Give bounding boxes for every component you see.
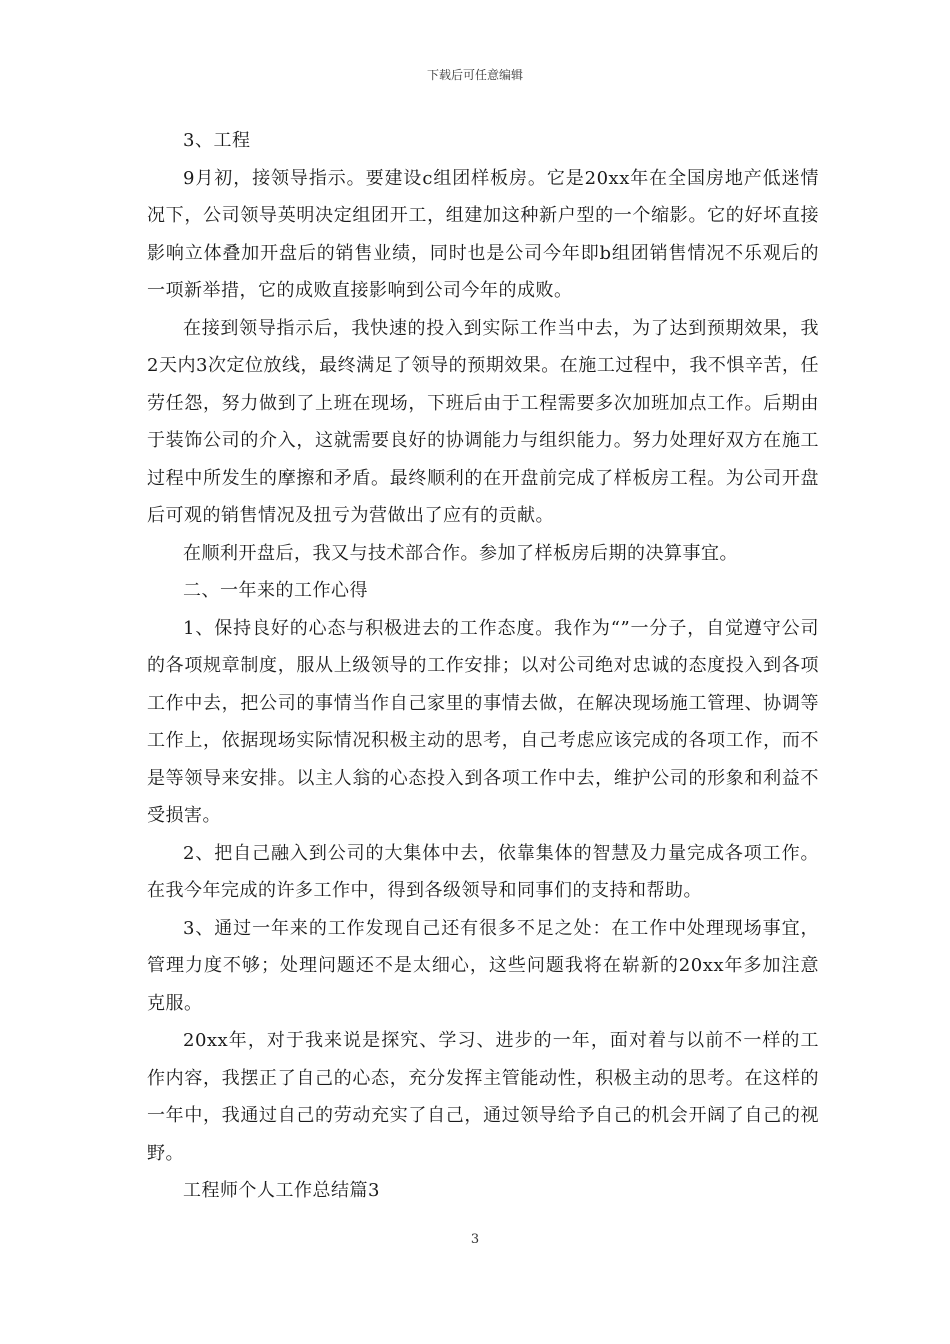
next-article-title: 工程师个人工作总结篇3 bbox=[183, 1180, 380, 1201]
page-header: 下载后可任意编辑 bbox=[426, 68, 523, 82]
paragraph-construction: 在接到领导指示后，我快速的投入到实际工作当中去，为了达到预期效果，我2天内3次定位放线，最终满足了领导的预期效果。在施工过程中，我不惧辛苦，任劳任怨，努力做到了上班在现场，下班后由于工程需要多次加班加点工作。后期由于装饰公司的介入，这就需要良好的协调能力与组织能力。努力处理好双方在施工过程中所发生的摩擦和矛盾。最终顺利的在开盘前完成了样板房工程。为公司开盘后可观的销售情况及扭亏为营做出了应有的贡献。 bbox=[147, 317, 819, 526]
section-heading-experience: 二、一年来的工作心得 bbox=[183, 580, 368, 601]
paragraph-shortcomings: 3、通过一年来的工作发现自己还有很多不足之处：在工作中处理现场事宜，管理力度不够；处理问题还不是太细心，这些问题我将在崭新的20xx年多加注意克服。 bbox=[147, 917, 819, 1014]
paragraph-summary: 20xx年，对于我来说是探究、学习、进步的一年，面对着与以前不一样的工作内容，我摆正了自己的心态，充分发挥主管能动性，积极主动的思考。在这样的一年中，我通过自己的劳动充实了自己，通过领导给予自己的机会开阔了自己的视野。 bbox=[147, 1030, 819, 1164]
section-heading-project: 3、工程 bbox=[183, 130, 251, 151]
paragraph-settlement: 在顺利开盘后，我又与技术部合作。参加了样板房后期的决算事宜。 bbox=[183, 542, 738, 564]
paragraph-attitude: 1、保持良好的心态与积极进去的工作态度。我作为“”一分子，自觉遵守公司的各项规章制度，服从上级领导的工作安排；以对公司绝对忠诚的态度投入到各项工作中去，把公司的事情当作自己家里的事情去做，在解决现场施工管理、协调等工作上，依据现场实际情况积极主动的思考，自己考虑应该完成的各项工作，而不是等领导来安排。以主人翁的心态投入到各项工作中去，维护公司的形象和利益不受损害。 bbox=[147, 617, 819, 826]
document-body bbox=[147, 122, 819, 1210]
page-number: 3 bbox=[470, 1232, 480, 1247]
paragraph-teamwork: 2、把自己融入到公司的大集体中去，依靠集体的智慧及力量完成各项工作。在我今年完成的许多工作中，得到各级领导和同事们的支持和帮助。 bbox=[147, 842, 819, 901]
paragraph-sample-house: 9月初，接领导指示。要建设c组团样板房。它是20xx年在全国房地产低迷情况下，公司领导英明决定组团开工，组建加这种新户型的一个缩影。它的好坏直接影响立体叠加开盘后的销售业绩，同时也是公司今年即b组团销售情况不乐观后的一项新举措，它的成败直接影响到公司今年的成败。 bbox=[147, 167, 819, 301]
